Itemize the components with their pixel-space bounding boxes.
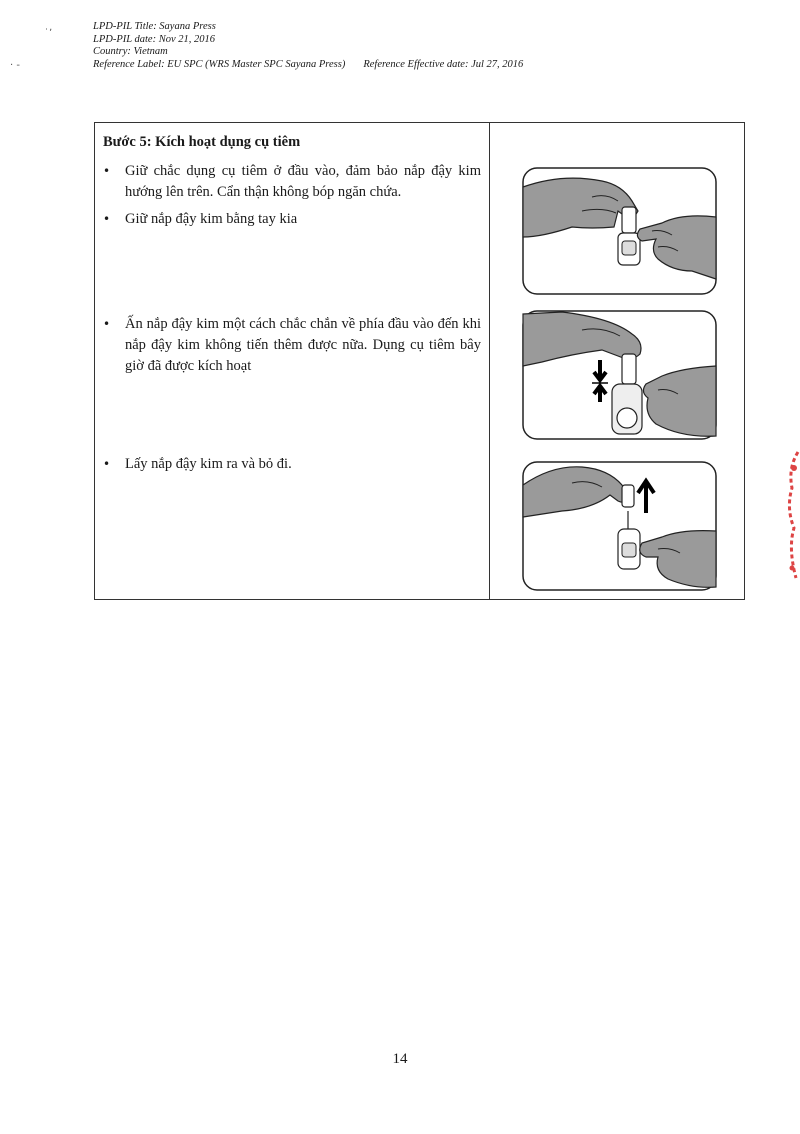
scan-mark: ˙ʼ [44,28,53,39]
header-reference-effective-date: Reference Effective date: Jul 27, 2016 [363,58,524,70]
bullet-text: Giữ nắp đậy kim bằng tay kia [125,211,298,227]
step-title: Bước 5: Kích hoạt dụng cụ tiêm [103,134,301,150]
instruction-table [94,122,745,600]
bullet-point: • [103,164,111,178]
press-needle-cap-icon [522,310,717,440]
illustration-column [490,123,744,599]
document-header [93,21,523,71]
bullet-text: Lấy nắp đậy kim ra và bỏ đi. [125,456,292,472]
header-reference-line [93,59,523,72]
instruction-bullet [103,454,481,475]
red-stamp-edge [782,448,800,588]
header-date: LPD-PIL date: Nov 21, 2016 [93,33,216,45]
bullet-text: Ấn nắp đậy kim một cách chắc chắn về phía đầu vào đến khi nắp đậy kim không tiến thêm được nữa. Dụng cụ tiêm bây giờ đã được kích hoạt [125,316,481,374]
instruction-bullet [103,209,481,230]
bullet-text: Giữ chắc dụng cụ tiêm ở đầu vào, đảm bảo nắp đậy kim hướng lên trên. Cẩn thận không bóp ngăn chứa. [125,163,481,200]
bullet-point: • [103,457,111,471]
instruction-text-column [95,123,489,599]
header-country: Country: Vietnam [93,46,168,57]
header-reference-label: Reference Label: EU SPC (WRS Master SPC Sayana Press) [93,58,346,70]
bullet-point: • [103,317,111,331]
instruction-bullet [103,314,481,377]
page-number: 14 [392,1051,408,1067]
hands-holding-injector-icon [522,167,717,295]
bullet-point: • [103,212,111,226]
scan-mark: · ‑ [10,60,20,71]
header-title: LPD-PIL Title: Sayana Press [93,21,216,32]
remove-needle-cap-icon [522,461,717,591]
instruction-bullet [103,161,481,203]
